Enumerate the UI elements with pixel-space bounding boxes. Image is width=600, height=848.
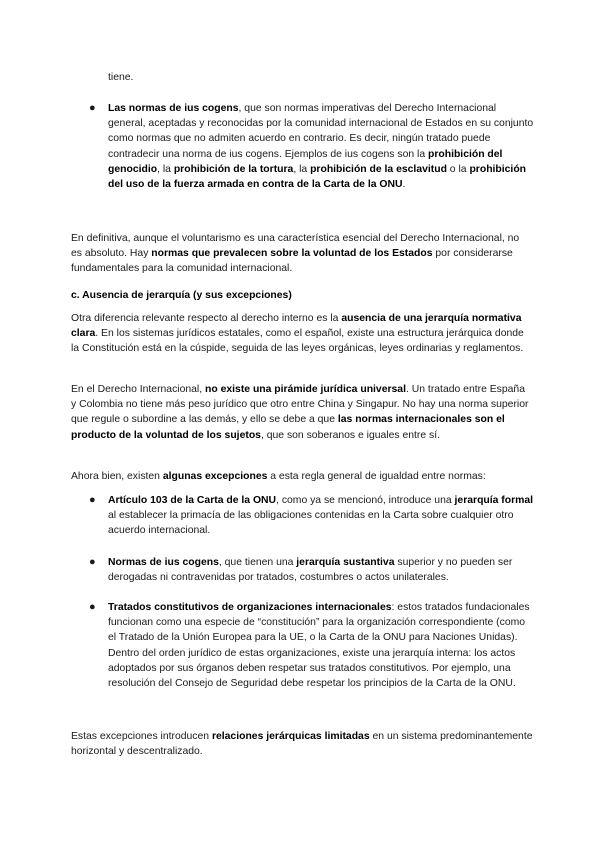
bullet-marker: ● — [89, 556, 96, 568]
paragraph-no-pyramid: En el Derecho Internacional, no existe una pirámide jurídica universal. Un tratado entre España y Colombia no tiene más peso jurídico que otro entre China y Singapur. No hay una norma superior que regule o subordine a las demás, y ello se debe a que las normas internacionales son el producto de la voluntad de los sujetos, que son soberanos e iguales entre sí. — [71, 384, 529, 441]
paragraph-conclusion: Estas excepciones introducen relaciones jerárquicas limitadas en un sistema predominantemente horizontal y descentralizado. — [71, 731, 533, 758]
paragraph-hierarchy-absence: Otra diferencia relevante respecto al derecho interno es la ausencia de una jerarquía normativa clara. En los sistemas jurídicos estatales, como el español, existe una estructura jerárquica donde la Constitución está en la cúspide, seguida de las leyes orgánicas, leyes ordinarias y reglamentos. — [71, 313, 524, 355]
bullet-continuation: tiene. — [108, 72, 134, 83]
paragraph-exceptions-intro: Ahora bien, existen algunas excepciones a esta regla general de igualdad entre normas: — [71, 471, 486, 482]
bullet-ius-cogens-examples: Las normas de ius cogens, que son normas imperativas del Derecho Internacional general, aceptadas y reconocidas por la comunidad internacional de Estados en su conjunto como normas que no admiten acuerdo en contrario. Es decir, ningún tratado puede contradecir una norma de ius cogens. Ejemplos de ius cogens son la prohibición del genocidio, la prohibición de la tortura, la prohibición de la esclavitud o la prohibición del uso de la fuerza armada en contra de la Carta de la ONU. — [108, 103, 534, 191]
bullet-article-103: Artículo 103 de la Carta de la ONU, como ya se mencionó, introduce una jerarquía formal al establecer la primacía de las obligaciones contenidas en la Carta sobre cualquier otro acuerdo internacional. — [108, 495, 534, 537]
bullet-constitutive-treaties: Tratados constitutivos de organizaciones internacionales: estos tratados fundacionales funcionan como una especie de “constitución” para la organización correspondiente (como el Tratado de la Unión Europea para la UE, o la Carta de la ONU para Naciones Unidas). Dentro del orden jurídico de estas organizaciones, existe una jerarquía interna: los actos adoptados por sus órganos deben respetar sus tratados constitutivos. Por ejemplo, una resolución del Consejo de Seguridad debe respetar los principios de la Carta de la ONU. — [108, 602, 530, 690]
bullet-marker: ● — [89, 601, 96, 613]
section-heading: c. Ausencia de jerarquía (y sus excepciones) — [71, 290, 292, 301]
paragraph-voluntarism: En definitiva, aunque el voluntarismo es una característica esencial del Derecho Internacional, no es absoluto. Hay normas que prevalecen sobre la voluntad de los Estados por considerarse fundamentales para la comunidad internacional. — [71, 233, 520, 275]
bullet-marker: ● — [89, 102, 96, 114]
bullet-ius-cogens-hierarchy: Normas de ius cogens, que tienen una jerarquía sustantiva superior y no pueden ser derogadas ni contravenidas por tratados, costumbres o actos unilaterales. — [108, 557, 513, 584]
bullet-marker: ● — [89, 494, 96, 506]
